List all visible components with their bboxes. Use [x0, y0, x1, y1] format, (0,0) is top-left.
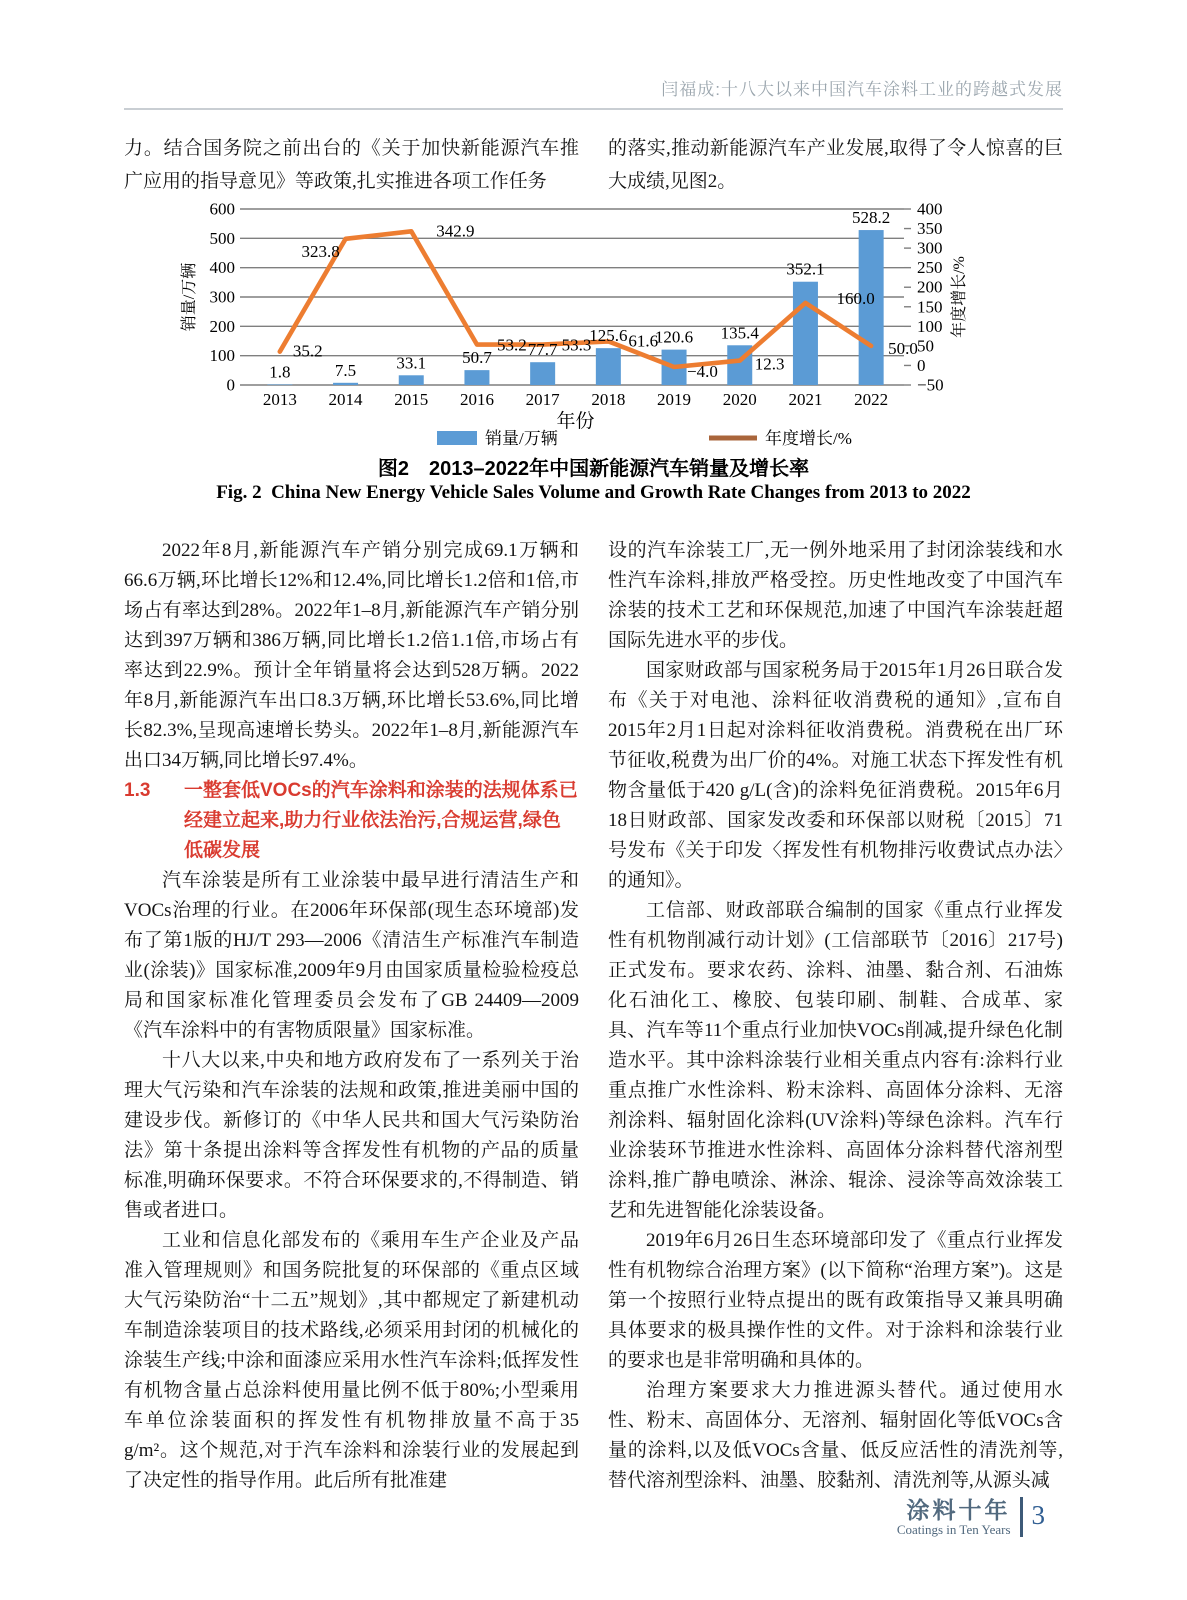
paragraph: 汽车涂装是所有工业涂装中最早进行清洁生产和VOCs治理的行业。在2006年环保部(现生态环境部)发布了第1版的HJ/T 293—2006《清洁生产标准汽车制造业(涂装)》国家标准,2009年9月由国家质量检验检疫总局和国家标准化管理委员会发布了GB 24409—2009《汽车涂料中的有害物质限量》国家标准。 — [124, 870, 579, 1041]
figure2-svg — [164, 200, 979, 450]
legend-line-label: 年度增长/% — [765, 429, 852, 448]
intro-left-column: 力。结合国务院之前出台的《关于加快新能源汽车推广应用的指导意见》等政策,扎实推进各项工作任务 — [124, 138, 579, 192]
figure2-caption-cn: 图2 2013–2022年中国新能源汽车销量及增长率 — [377, 458, 810, 480]
right-axis-tick-label: 100 — [917, 316, 943, 336]
line-value-label: 50.0 — [888, 338, 918, 358]
left-axis-tick-label: 500 — [209, 228, 235, 248]
x-axis-title: 年份 — [556, 411, 595, 432]
line-value-label: 342.9 — [436, 221, 475, 241]
running-head: 闫福成:十八大以来中国汽车涂料工业的跨越式发展 — [661, 80, 1063, 99]
figure2-caption-en: Fig. 2 China New Energy Vehicle Sales Volume and Growth Rate Changes from 2013 to 2022 — [216, 482, 971, 503]
intro-right-column: 的落实,推动新能源汽车产业发展,取得了令人惊喜的巨大成绩,见图2。 — [608, 138, 1063, 192]
left-axis-tick-label: 600 — [209, 200, 235, 219]
line-value-label: 160.0 — [836, 288, 875, 308]
bar-value-label: 352.1 — [786, 259, 825, 279]
journal-brand-cn: 涂料十年 — [906, 1496, 1011, 1523]
x-tick-label: 2015 — [394, 390, 429, 409]
section-heading-1-3 — [124, 776, 579, 866]
right-axis-title: 年度增长/% — [951, 256, 968, 338]
page-footer — [897, 1497, 1045, 1537]
paragraph: 治理方案要求大力推进源头替代。通过使用水性、粉末、高固体分、无溶剂、辐射固化等低VOCs含量的涂料,以及低VOCs含量、低反应活性的清洗剂等,替代溶剂型涂料、油墨、胶黏剂、清洗剂等,从源头减 — [608, 1380, 1063, 1491]
right-axis-tick-label: 350 — [917, 219, 943, 239]
sales-bar — [267, 384, 292, 385]
paragraph: 2022年8月,新能源汽车产销分别完成69.1万辆和66.6万辆,环比增长12%和12.4%,同比增长1.2倍和1倍,市场占有率达到28%。2022年1–8月,新能源汽车产销分别达到397万辆和386万辆,同比增长1.2倍1.1倍,市场占有率达到22.9%。预计全年销量将会达到528万辆。2022年8月,新能源汽车出口8.3万辆,环比增长53.6%,同比增长82.3%,呈现高速增长势头。2022年1–8月,新能源汽车出口34万辆,同比增长97.4%。 — [124, 540, 579, 771]
sales-bar — [464, 370, 489, 385]
left-axis-title: 销量/万辆 — [181, 262, 198, 332]
header-rule — [124, 108, 1063, 110]
journal-brand-en: Coatings in Ten Years — [896, 1521, 1011, 1537]
left-axis-tick-label: 0 — [226, 375, 235, 395]
sales-bar — [596, 348, 621, 385]
journal-brand — [897, 1498, 1011, 1537]
left-axis-tick-label: 100 — [209, 346, 235, 366]
right-axis-tick-label: 150 — [917, 297, 943, 317]
line-value-label: −4.0 — [687, 362, 718, 382]
x-tick-label: 2019 — [657, 390, 692, 409]
x-tick-label: 2013 — [262, 390, 297, 409]
footer-divider — [1020, 1497, 1023, 1537]
line-value-label: 61.6 — [628, 331, 659, 351]
bar-value-label: 125.6 — [589, 326, 628, 346]
x-tick-label: 2020 — [722, 390, 757, 409]
x-tick-label: 2014 — [328, 390, 363, 409]
x-tick-label: 2021 — [788, 390, 823, 409]
figure2-chart — [164, 200, 1063, 455]
line-value-label: 12.3 — [754, 354, 785, 374]
legend-bar-swatch — [437, 431, 477, 445]
paragraph: 工信部、财政部联合编制的国家《重点行业挥发性有机物削减行动计划》(工信部联节〔2016〕217号)正式发布。要求农药、涂料、油墨、黏合剂、石油炼化石油化工、橡胶、包装印刷、制鞋、合成革、家具、汽车等11个重点行业加快VOCs削减,提升绿色化制造水平。其中涂料涂装行业相关重点内容有:涂料行业重点推广水性涂料、粉末涂料、高固体分涂料、无溶剂涂料、辐射固化涂料(UV涂料)等绿色涂料。汽车行业涂装环节推进水性涂料、高固体分涂料替代溶剂型涂料,推广静电喷涂、淋涂、辊涂、浸涂等高效涂装工艺和先进智能化涂装设备。 — [608, 900, 1063, 1221]
right-axis-tick-label: 0 — [917, 355, 926, 375]
sales-bar — [399, 375, 424, 385]
paragraph: 十八大以来,中央和地方政府发布了一系列关于治理大气污染和汽车涂装的法规和政策,推进美丽中国的建设步伐。新修订的《中华人民共和国大气污染防治法》第十条提出涂料等含挥发性有机物的产品的质量标准,明确环保要求。不符合环保要求的,不得制造、销售或者进口。 — [124, 1050, 579, 1221]
line-value-label: 35.2 — [292, 341, 323, 361]
left-axis-tick-label: 200 — [209, 316, 235, 336]
x-tick-label: 2018 — [591, 390, 626, 409]
right-axis-tick-label: −50 — [917, 375, 944, 395]
paragraph: 工业和信息化部发布的《乘用车生产企业及产品准入管理规则》和国务院批复的环保部的《重点区域大气污染防治“十二五”规划》,其中都规定了新建机动车制造涂装项目的技术路线,必须采用封闭的机械化的涂装生产线;中涂和面漆应采用水性汽车涂料;低挥发性有机物含量占总涂料使用量比例不低于80%;小型乘用车单位涂装面积的挥发性有机物排放量不高于35 g/m²。这个规范,对于汽车涂料和涂装行业的发展起到了决定性的指导作用。此后所有批准建 — [124, 1230, 579, 1491]
right-axis-tick-label: 250 — [917, 258, 943, 278]
section-title: 一整套低VOCs的汽车涂料和涂装的法规体系已经建立起来,助力行业依法治污,合规运营,绿色低碳发展 — [184, 780, 578, 861]
bar-value-label: 7.5 — [334, 360, 357, 380]
intro-row — [124, 132, 1063, 198]
bar-value-label: 1.8 — [269, 362, 291, 382]
bar-value-label: 135.4 — [720, 323, 759, 343]
line-value-label: 53.3 — [561, 335, 592, 355]
bar-value-label: 77.7 — [527, 340, 558, 360]
sales-bar — [333, 383, 358, 385]
legend-bar-label: 销量/万辆 — [485, 429, 558, 448]
paragraph: 2019年6月26日生态环境部印发了《重点行业挥发性有机物综合治理方案》(以下简称“治理方案”)。这是第一个按照行业特点提出的既有政策指导又兼具明确具体要求的极具操作性的文件。对于涂料和涂装行业的要求也是非常明确和具体的。 — [608, 1230, 1063, 1371]
body-right-column — [608, 536, 1063, 1496]
right-axis-tick-label: 50 — [917, 336, 934, 356]
sales-bar — [530, 362, 555, 385]
x-tick-label: 2022 — [854, 390, 889, 409]
bar-value-label: 50.7 — [462, 348, 492, 368]
x-tick-label: 2016 — [459, 390, 494, 409]
body-columns — [124, 536, 1063, 1496]
line-value-label: 53.2 — [496, 335, 527, 355]
bar-value-label: 33.1 — [396, 353, 427, 373]
bar-value-label: 528.2 — [852, 208, 891, 228]
right-axis-tick-label: 400 — [917, 200, 943, 219]
line-value-label: 323.8 — [301, 241, 340, 261]
bar-value-label: 120.6 — [654, 327, 694, 347]
section-number: 1.3 — [124, 780, 151, 801]
right-axis-tick-label: 300 — [917, 238, 943, 258]
x-tick-label: 2017 — [525, 390, 560, 409]
left-axis-tick-label: 400 — [209, 258, 235, 278]
left-axis-tick-label: 300 — [209, 287, 235, 307]
sales-bar — [793, 282, 818, 385]
right-axis-tick-label: 200 — [917, 277, 943, 297]
body-left-column — [124, 536, 579, 1496]
paragraph: 设的汽车涂装工厂,无一例外地采用了封闭涂装线和水性汽车涂料,排放严格受控。历史性地改变了中国汽车涂装的技术工艺和环保规范,加速了中国汽车涂装赶超国际先进水平的步伐。 — [608, 540, 1063, 651]
paragraph: 国家财政部与国家税务局于2015年1月26日联合发布《关于对电池、涂料征收消费税的通知》,宣布自2015年2月1日起对涂料征收消费税。消费税在出厂环节征收,税费为出厂价的4%。对施工状态下挥发性有机物含量低于420 g/L(含)的涂料免征消费税。2015年6月18日财政部、国家发改委和环保部以财税〔2015〕71号发布《关于印发〈挥发性有机物排污收费试点办法〉的通知》。 — [608, 660, 1063, 891]
page-number: 3 — [1031, 1499, 1045, 1530]
